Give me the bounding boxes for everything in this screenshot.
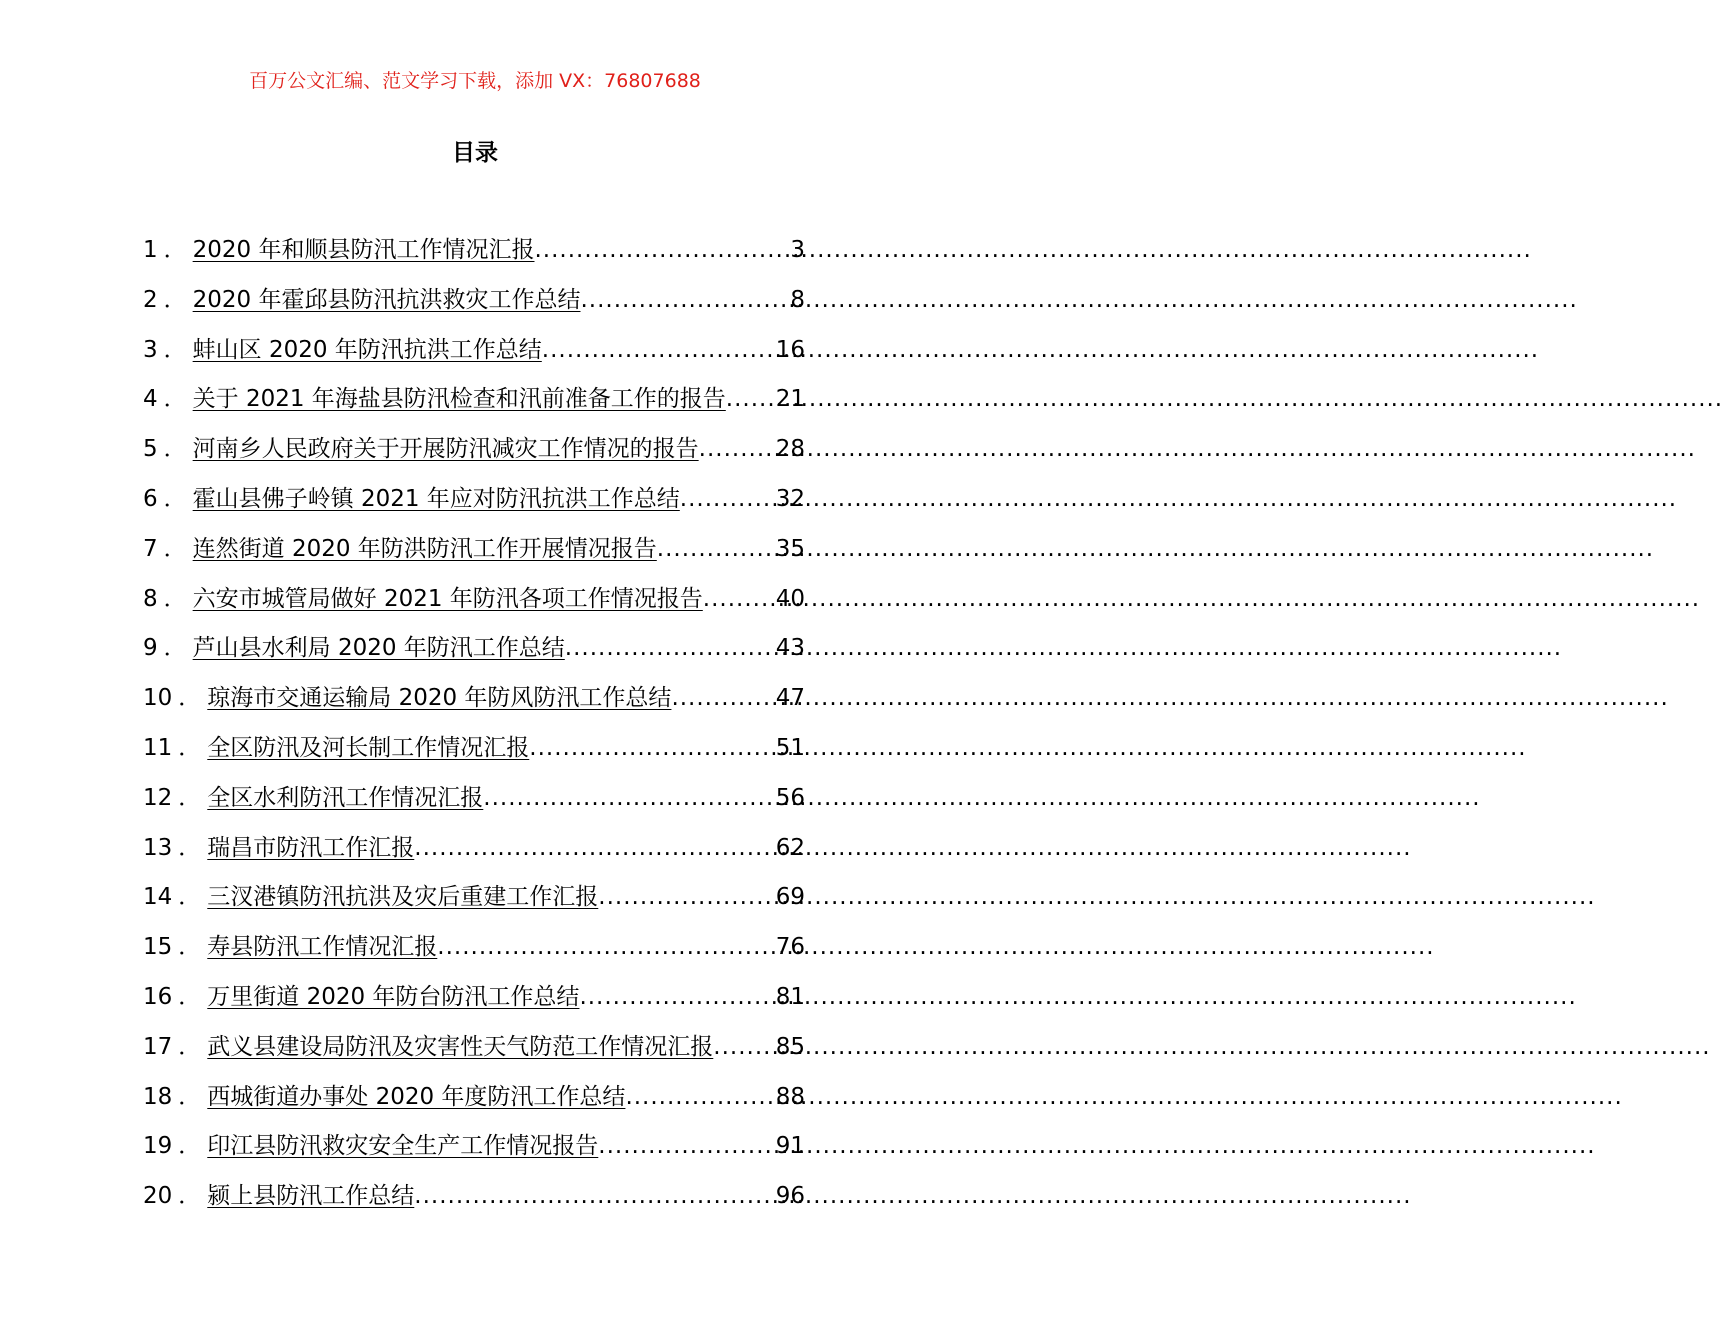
toc-entry[interactable] <box>143 1178 805 1228</box>
toc-entry-number: 17 <box>143 1033 173 1060</box>
toc-entry-separator: ． <box>178 1183 202 1210</box>
toc-entry-separator: ． <box>178 685 202 712</box>
toc-dot-leader <box>414 830 775 866</box>
toc-entry-number: 16 <box>143 983 173 1010</box>
toc-entry-number: 6 <box>143 485 158 512</box>
toc-entry-separator: ． <box>163 436 187 463</box>
toc-entry-link[interactable]: 寿县防汛工作情况汇报 <box>207 934 438 961</box>
toc-entry-link[interactable]: 连然街道 2020 年防洪防汛工作开展情况报告 <box>192 535 657 562</box>
toc-dot-leader <box>657 531 776 567</box>
toc-entry-separator: ． <box>163 286 187 313</box>
toc-entry-link[interactable]: 霍山县佛子岭镇 2021 年应对防汛抗洪工作总结 <box>192 485 680 512</box>
toc-entry-number: 1 <box>143 237 158 263</box>
toc-dot-leader <box>598 879 775 915</box>
toc-entry-link[interactable]: 芦山县水利局 2020 年防汛工作总结 <box>192 635 565 662</box>
toc-entry-separator: ． <box>178 784 202 811</box>
toc-dot-leader <box>414 1178 775 1214</box>
toc-entry-number: 12 <box>143 784 173 811</box>
toc-entry[interactable] <box>143 1029 805 1079</box>
toc-entry-link[interactable]: 颍上县防汛工作总结 <box>207 1183 415 1210</box>
toc-entry-separator: ． <box>178 1083 202 1110</box>
toc-entry-page: 43 <box>775 635 805 662</box>
toc-entry-page: 47 <box>775 685 805 712</box>
toc-dot-leader <box>535 232 791 268</box>
toc-entry[interactable] <box>143 730 805 780</box>
toc-entry-separator: ． <box>178 734 202 761</box>
toc-entry-separator: ． <box>178 1133 202 1160</box>
toc-entry-separator: ． <box>178 884 202 911</box>
toc-entry-page: 40 <box>775 585 805 612</box>
toc-entry-separator: ． <box>163 386 187 413</box>
toc-entry-page: 56 <box>775 784 805 811</box>
toc-entry-link[interactable]: 蚌山区 2020 年防汛抗洪工作总结 <box>192 336 542 363</box>
toc-entry-link[interactable]: 瑞昌市防汛工作汇报 <box>207 834 415 861</box>
toc-entry-link[interactable]: 三汊港镇防汛抗洪及灾后重建工作汇报 <box>207 884 599 911</box>
toc-entry-number: 3 <box>143 336 158 363</box>
toc-entry-separator: ． <box>163 237 187 263</box>
toc-entry-number: 10 <box>143 685 173 712</box>
toc-entry[interactable] <box>143 879 805 929</box>
toc-dot-leader <box>699 431 776 467</box>
toc-entry[interactable] <box>143 531 805 581</box>
page-title: 目录 <box>452 140 498 166</box>
toc-entry-separator: ． <box>163 485 187 512</box>
toc-entry-page: 32 <box>775 485 805 512</box>
toc-dot-leader <box>565 630 776 666</box>
toc-entry-page: 76 <box>775 934 805 961</box>
toc-entry-link[interactable]: 万里街道 2020 年防台防汛工作总结 <box>207 983 580 1010</box>
toc-entry[interactable] <box>143 1128 805 1178</box>
toc-dot-leader <box>483 780 775 816</box>
toc-entry[interactable] <box>143 630 805 680</box>
toc-entry-separator: ． <box>163 635 187 662</box>
toc-entry-number: 8 <box>143 585 158 612</box>
toc-entry[interactable] <box>143 929 805 979</box>
toc-entry-number: 18 <box>143 1083 173 1110</box>
toc-entry-page: 28 <box>775 436 805 463</box>
toc-entry-page: 3 <box>790 237 805 263</box>
toc-entry-number: 13 <box>143 834 173 861</box>
toc-entry-number: 2 <box>143 286 158 313</box>
toc-entry-separator: ． <box>163 585 187 612</box>
toc-entry-page: 16 <box>775 336 805 363</box>
toc-entry-number: 14 <box>143 884 173 911</box>
toc-entry-link[interactable]: 琼海市交通运输局 2020 年防风防汛工作总结 <box>207 685 672 712</box>
toc-entry-number: 19 <box>143 1133 173 1160</box>
toc-entry-link[interactable]: 关于 2021 年海盐县防汛检查和汛前准备工作的报告 <box>192 386 726 413</box>
toc-dot-leader <box>581 282 791 318</box>
toc-entry-page: 81 <box>775 983 805 1010</box>
toc-entry-link[interactable]: 武义县建设局防汛及灾害性天气防范工作情况汇报 <box>207 1033 714 1060</box>
toc-entry[interactable] <box>143 581 805 631</box>
toc-entry-link[interactable]: 印江县防汛救灾安全生产工作情况报告 <box>207 1133 599 1160</box>
toc-entry-link[interactable]: 全区防汛及河长制工作情况汇报 <box>207 734 530 761</box>
toc-dot-leader <box>542 332 776 368</box>
toc-dot-leader <box>437 929 775 965</box>
toc-dot-leader <box>579 979 775 1015</box>
toc-entry-page: 21 <box>775 386 805 413</box>
toc-entry[interactable] <box>143 381 805 431</box>
toc-entry-link[interactable]: 2020 年霍邱县防汛抗洪救灾工作总结 <box>192 286 581 313</box>
toc-entry[interactable] <box>143 282 805 332</box>
toc-entry-number: 11 <box>143 734 173 761</box>
toc-entry[interactable] <box>143 979 805 1029</box>
toc-entry-separator: ． <box>178 834 202 861</box>
toc-dot-leader <box>713 1029 775 1065</box>
toc-entry[interactable] <box>143 232 805 282</box>
toc-dot-leader <box>671 680 775 716</box>
toc-entry-number: 9 <box>143 635 158 662</box>
toc-entry-page: 96 <box>775 1183 805 1210</box>
toc-entry-page: 85 <box>775 1033 805 1060</box>
toc-entry-number: 4 <box>143 386 158 413</box>
toc-entry-link[interactable]: 河南乡人民政府关于开展防汛减灾工作情况的报告 <box>192 436 699 463</box>
toc-entry[interactable] <box>143 830 805 880</box>
toc-dot-leader <box>529 730 775 766</box>
toc-entry-separator: ． <box>163 535 187 562</box>
toc-entry-separator: ． <box>178 934 202 961</box>
toc-entry-link[interactable]: 2020 年和顺县防汛工作情况汇报 <box>192 237 535 263</box>
toc-entry-link[interactable]: 六安市城管局做好 2021 年防汛各项工作情况报告 <box>192 585 703 612</box>
toc-entry-separator: ． <box>163 336 187 363</box>
toc-entry[interactable] <box>143 481 805 531</box>
toc-entry-separator: ． <box>178 1033 202 1060</box>
toc-entry[interactable] <box>143 780 805 830</box>
toc-entry-number: 5 <box>143 436 158 463</box>
toc-entry-number: 15 <box>143 934 173 961</box>
toc-entry-page: 51 <box>775 734 805 761</box>
toc-dot-leader <box>598 1128 775 1164</box>
toc-entry-page: 88 <box>775 1083 805 1110</box>
toc-entry-page: 91 <box>775 1133 805 1160</box>
toc-entry-number: 20 <box>143 1183 173 1210</box>
table-of-contents <box>143 232 805 1228</box>
toc-entry-page: 69 <box>775 884 805 911</box>
toc-entry[interactable] <box>143 680 805 730</box>
toc-entry-link[interactable]: 西城街道办事处 2020 年度防汛工作总结 <box>207 1083 626 1110</box>
toc-entry-separator: ． <box>178 983 202 1010</box>
toc-entry-page: 8 <box>790 286 805 313</box>
toc-entry-page: 62 <box>775 834 805 861</box>
toc-entry-link[interactable]: 全区水利防汛工作情况汇报 <box>207 784 484 811</box>
header-note: 百万公文汇编、范文学习下载，添加 VX：76807688 <box>249 70 701 92</box>
toc-entry-number: 7 <box>143 535 158 562</box>
toc-entry-page: 35 <box>775 535 805 562</box>
toc-entry[interactable] <box>143 1079 805 1129</box>
toc-dot-leader <box>726 381 776 417</box>
toc-dot-leader <box>625 1079 775 1115</box>
toc-dot-leader <box>703 581 776 617</box>
toc-entry[interactable] <box>143 332 805 382</box>
toc-entry[interactable] <box>143 431 805 481</box>
toc-dot-leader <box>680 481 776 517</box>
